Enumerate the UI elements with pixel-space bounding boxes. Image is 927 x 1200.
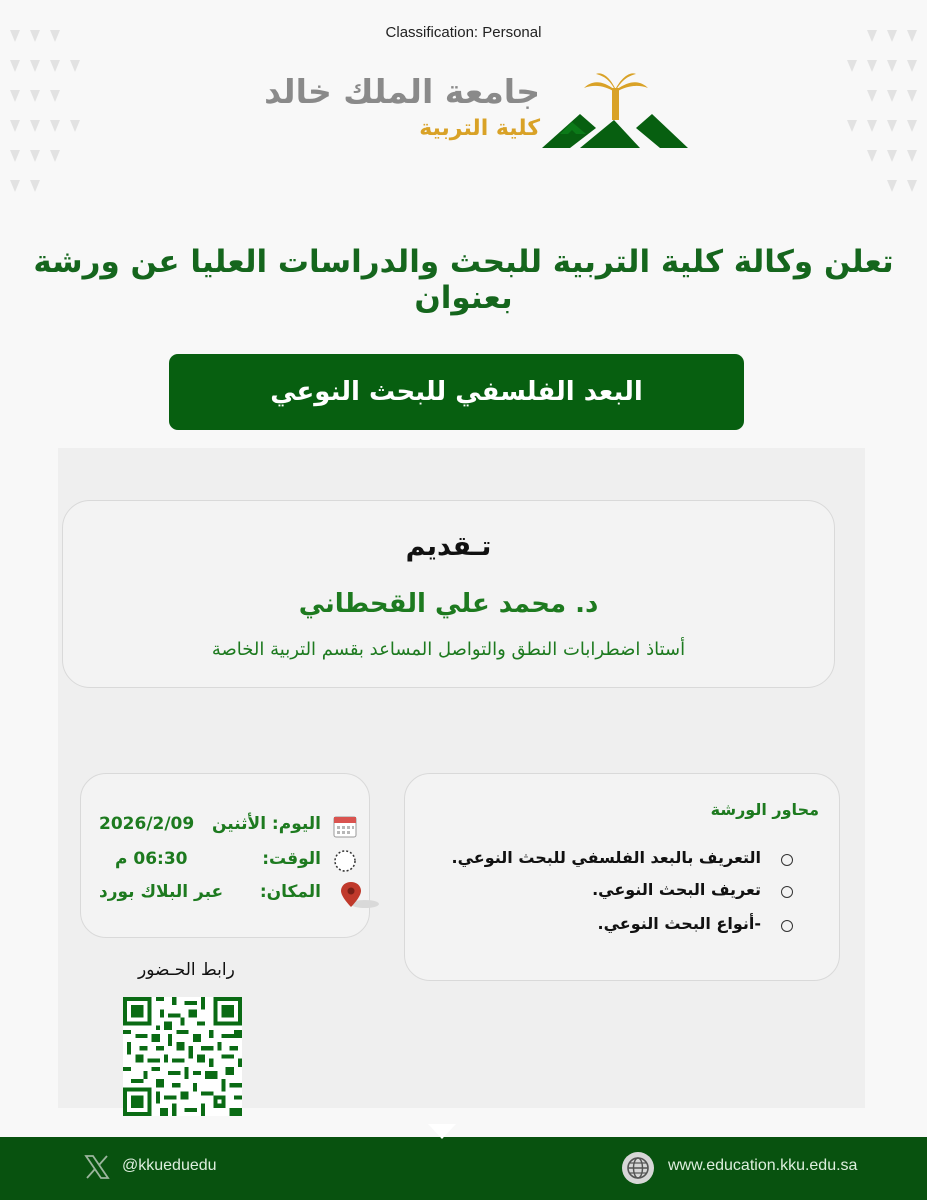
decorative-pattern-right [837,10,927,230]
place-value: عبر البلاك بورد [99,882,224,902]
attendance-link-label: رابط الحـضور [138,960,235,980]
time-row [81,849,371,879]
axis-item-3: -أنواع البحث النوعي. [597,914,761,933]
university-logo [230,70,700,160]
footer-bar [0,1137,927,1200]
website-link[interactable]: www.education.kku.edu.sa [668,1157,858,1174]
clock-icon [331,847,359,875]
university-name: جامعة الملك خالد [264,72,540,111]
presenter-title: أستاذ اضطرابات النطق والتواصل المساعد بقسم التربية الخاصة [211,639,686,660]
place-row [81,882,371,912]
presenter-label: تـقديم [405,531,492,562]
time-value: 06:30 م [115,849,188,869]
calendar-icon [331,812,359,840]
day-label: اليوم: الأثنين [211,814,321,834]
bullet-icon [781,854,793,866]
day-row [81,814,371,844]
axes-title: محاور الورشة [710,800,819,819]
bullet-icon [781,886,793,898]
axis-item-2: تعريف البحث النوعي. [592,880,761,899]
globe-icon [620,1150,656,1186]
x-twitter-icon[interactable] [82,1152,112,1182]
decorative-pattern-left [0,10,90,230]
kku-logo-icon [540,70,690,152]
college-name: كلية التربية [419,116,540,141]
workshop-axes-card [404,773,840,981]
axis-item-1: التعريف بالبعد الفلسفي للبحث النوعي. [451,848,761,867]
presenter-card [62,500,835,688]
footer-notch [428,1124,456,1139]
social-handle-link[interactable]: @kkueduedu [122,1157,217,1174]
workshop-title: البعد الفلسفي للبحث النوعي [270,377,643,407]
workshop-title-banner [169,354,744,430]
place-label: المكان: [259,882,321,902]
announcement-heading: تعلن وكالة كلية التربية للبحث والدراسات العليا عن ورشة بعنوان [33,244,894,316]
classification-label: Classification: Personal [385,24,542,41]
time-label: الوقت: [262,849,321,869]
day-value: 2026/2/09 [99,814,195,834]
presenter-name: د. محمد علي القحطاني [298,589,599,619]
qr-code-icon[interactable] [123,997,242,1116]
event-details-card [80,773,370,938]
bullet-icon [781,920,793,932]
location-pin-icon [337,880,381,908]
